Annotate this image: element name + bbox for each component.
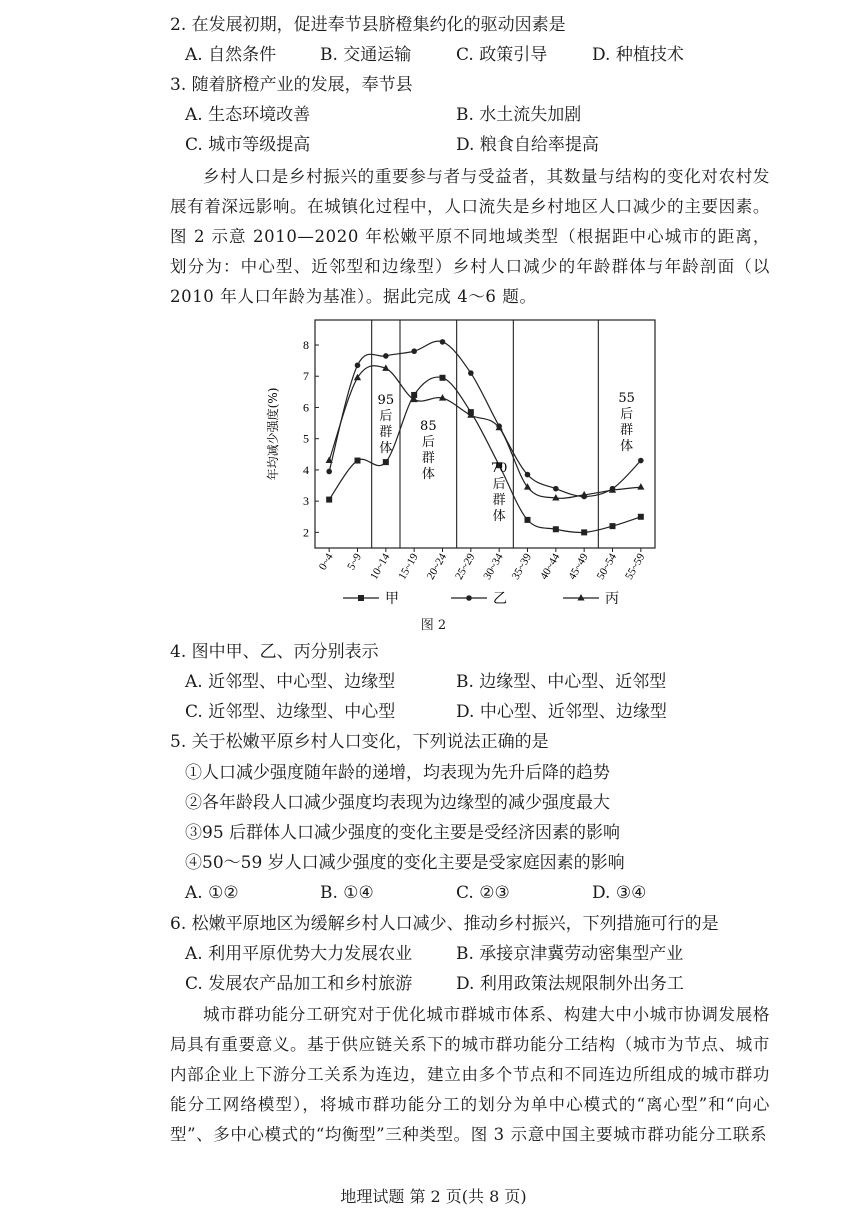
question-4-option-a: A. 近邻型、中心型、边缘型: [185, 672, 396, 692]
question-3-option-d: D. 粮食自给率提高: [456, 135, 599, 155]
cohort-annotation-text: 95: [377, 393, 395, 408]
data-point-square: [581, 529, 587, 535]
legend-label: 甲: [385, 591, 399, 607]
question-5-statement-3: ③95 后群体人口减少强度的变化主要是受经济因素的影响: [185, 823, 621, 843]
question-2-option-a: A. 自然条件: [185, 45, 277, 65]
question-5-option-c: C. ②③: [456, 883, 510, 903]
plot-frame: [315, 320, 655, 548]
x-tick-label: 25~29: [453, 551, 478, 582]
reading-passage-2: 城市群功能分工研究对于优化城市群城市体系、构建大中小城市协调发展格局具有重要意义。基于供应链关系下的城市群功能分工结构（城市为节点、城市内部企业上下游分工关系为连边，建立由多个节点和不同连边所组成的城市群功能分工网络模型），将城市群功能分工的划分为单中心模式的“离心型”和“向心型”、多中心模式的“均衡型”三种类型。图 3 示意中国主要城市群功能分工联系: [170, 1005, 770, 1144]
question-4-option-d: D. 中心型、近邻型、边缘型: [456, 702, 667, 722]
question-5-statement-1: ①人口减少强度随年龄的递增，均表现为先升后降的趋势: [185, 763, 610, 783]
figure-2-caption: 图 2: [420, 618, 447, 633]
y-tick-label: 7: [303, 369, 309, 384]
cohort-annotation-text: 55: [618, 391, 635, 406]
cohort-annotation-text: 后: [379, 409, 393, 424]
x-tick-label: 35~39: [509, 551, 535, 582]
y-tick-label: 3: [303, 494, 309, 509]
y-tick-label: 6: [303, 400, 309, 415]
question-6-option-c: C. 发展农产品加工和乡村旅游: [185, 974, 413, 994]
question-5-option-d: D. ③④: [592, 883, 647, 903]
cohort-annotation-text: 体: [492, 509, 506, 524]
question-4-option-c: C. 近邻型、边缘型、中心型: [185, 702, 396, 722]
data-point-circle: [411, 348, 417, 354]
y-tick-label: 2: [303, 525, 309, 540]
data-point-circle: [525, 472, 531, 478]
question-5-option-b: B. ①④: [320, 883, 374, 903]
legend-marker: [577, 594, 584, 601]
x-tick-label: 50~54: [594, 551, 620, 582]
x-tick-label: 30~34: [481, 551, 506, 582]
y-tick-label: 4: [303, 462, 309, 477]
x-tick-label: 10~14: [368, 551, 393, 582]
cohort-annotation-text: 体: [421, 467, 435, 482]
question-5-stem: 5. 关于松嫩平原乡村人口变化，下列说法正确的是: [170, 732, 549, 752]
data-point-circle: [383, 353, 389, 359]
cohort-annotation-text: 后: [620, 407, 634, 422]
data-point-square: [610, 523, 616, 529]
x-tick-label: 55~59: [623, 551, 648, 582]
question-6-option-b: B. 承接京津冀劳动密集型产业: [456, 944, 684, 964]
data-point-circle: [440, 339, 446, 345]
figure-2-chart: [255, 312, 675, 612]
question-5-statement-2: ②各年龄段人口减少强度均表现为边缘型的减少强度最大: [185, 793, 610, 813]
y-tick-label: 8: [303, 337, 309, 352]
data-point-square: [638, 514, 644, 520]
data-point-square: [553, 526, 559, 532]
question-3-option-a: A. 生态环境改善: [185, 105, 311, 125]
question-5-statement-4: ④50～59 岁人口减少强度的变化主要是受家庭因素的影响: [185, 853, 625, 873]
question-2-stem: 2. 在发展初期，促进奉节县脐橙集约化的驱动因素是: [170, 15, 566, 35]
data-point-circle: [355, 362, 361, 368]
cohort-annotation-text: 体: [620, 439, 634, 454]
cohort-annotation-text: 体: [379, 441, 393, 456]
legend-marker: [466, 595, 472, 601]
cohort-annotation-text: 群: [421, 451, 435, 466]
data-point-square: [383, 459, 389, 465]
question-6-stem: 6. 松嫩平原地区为缓解乡村人口减少、推动乡村振兴，下列措施可行的是: [170, 914, 719, 934]
data-point-square: [326, 497, 332, 503]
question-2-option-d: D. 种植技术: [592, 45, 684, 65]
cohort-annotation-text: 后: [421, 435, 435, 450]
legend-label: 丙: [605, 591, 619, 607]
y-axis-label: 年均减少强度(%): [266, 387, 280, 481]
data-point-circle: [468, 370, 474, 376]
cohort-annotation-text: 群: [492, 493, 506, 508]
x-tick-label: 45~49: [566, 551, 591, 582]
page-footer: 地理试题 第 2 页(共 8 页): [340, 1187, 527, 1206]
cohort-annotation-text: 后: [492, 477, 506, 492]
data-point-square: [355, 458, 361, 464]
question-6-option-d: D. 利用政策法规限制外出务工: [456, 974, 684, 994]
question-3-option-b: B. 水土流失加剧: [456, 105, 582, 125]
x-tick-label: 40~44: [538, 551, 563, 582]
x-tick-label: 20~24: [424, 551, 450, 582]
data-point-triangle: [637, 483, 644, 490]
series-line-3: [329, 366, 641, 499]
question-2-option-b: B. 交通运输: [320, 45, 412, 65]
question-4-stem: 4. 图中甲、乙、丙分别表示: [170, 642, 379, 662]
cohort-annotation-text: 群: [379, 425, 393, 440]
series-line-1: [329, 377, 641, 532]
y-tick-label: 5: [303, 431, 309, 446]
x-tick-label: 15~19: [396, 551, 421, 582]
question-5-option-a: A. ①②: [185, 883, 239, 903]
cohort-annotation-text: 85: [420, 419, 437, 434]
question-3-stem: 3. 随着脐橙产业的发展，奉节县: [170, 75, 413, 95]
legend-marker: [358, 595, 364, 601]
data-point-circle: [326, 469, 332, 475]
question-6-option-a: A. 利用平原优势大力发展农业: [185, 944, 413, 964]
legend-label: 乙: [493, 591, 507, 607]
data-point-square: [525, 517, 531, 523]
cohort-annotation-text: 群: [620, 423, 634, 438]
data-point-circle: [638, 458, 644, 464]
question-4-option-b: B. 边缘型、中心型、近邻型: [456, 672, 667, 692]
data-point-square: [440, 375, 446, 381]
data-point-circle: [553, 486, 559, 492]
question-3-option-c: C. 城市等级提高: [185, 135, 311, 155]
cohort-annotation-text: 70: [490, 461, 508, 476]
x-tick-label: 5~9: [345, 551, 365, 573]
reading-passage-1: 乡村人口是乡村振兴的重要参与者与受益者，其数量与结构的变化对农村发展有着深远影响。在城镇化过程中，人口流失是乡村地区人口减少的主要因素。图 2 示意 2010—2020 年松嫩平原不同地域类型（根据距中心城市的距离，划分为：中心型、近邻型和边缘型）乡村人口减少的年龄群体与年龄剖面（以 2010 年人口年龄为基准）。据此完成 4～6 题。: [170, 167, 770, 306]
question-2-option-c: C. 政策引导: [456, 45, 548, 65]
x-tick-label: 0~4: [316, 551, 336, 573]
